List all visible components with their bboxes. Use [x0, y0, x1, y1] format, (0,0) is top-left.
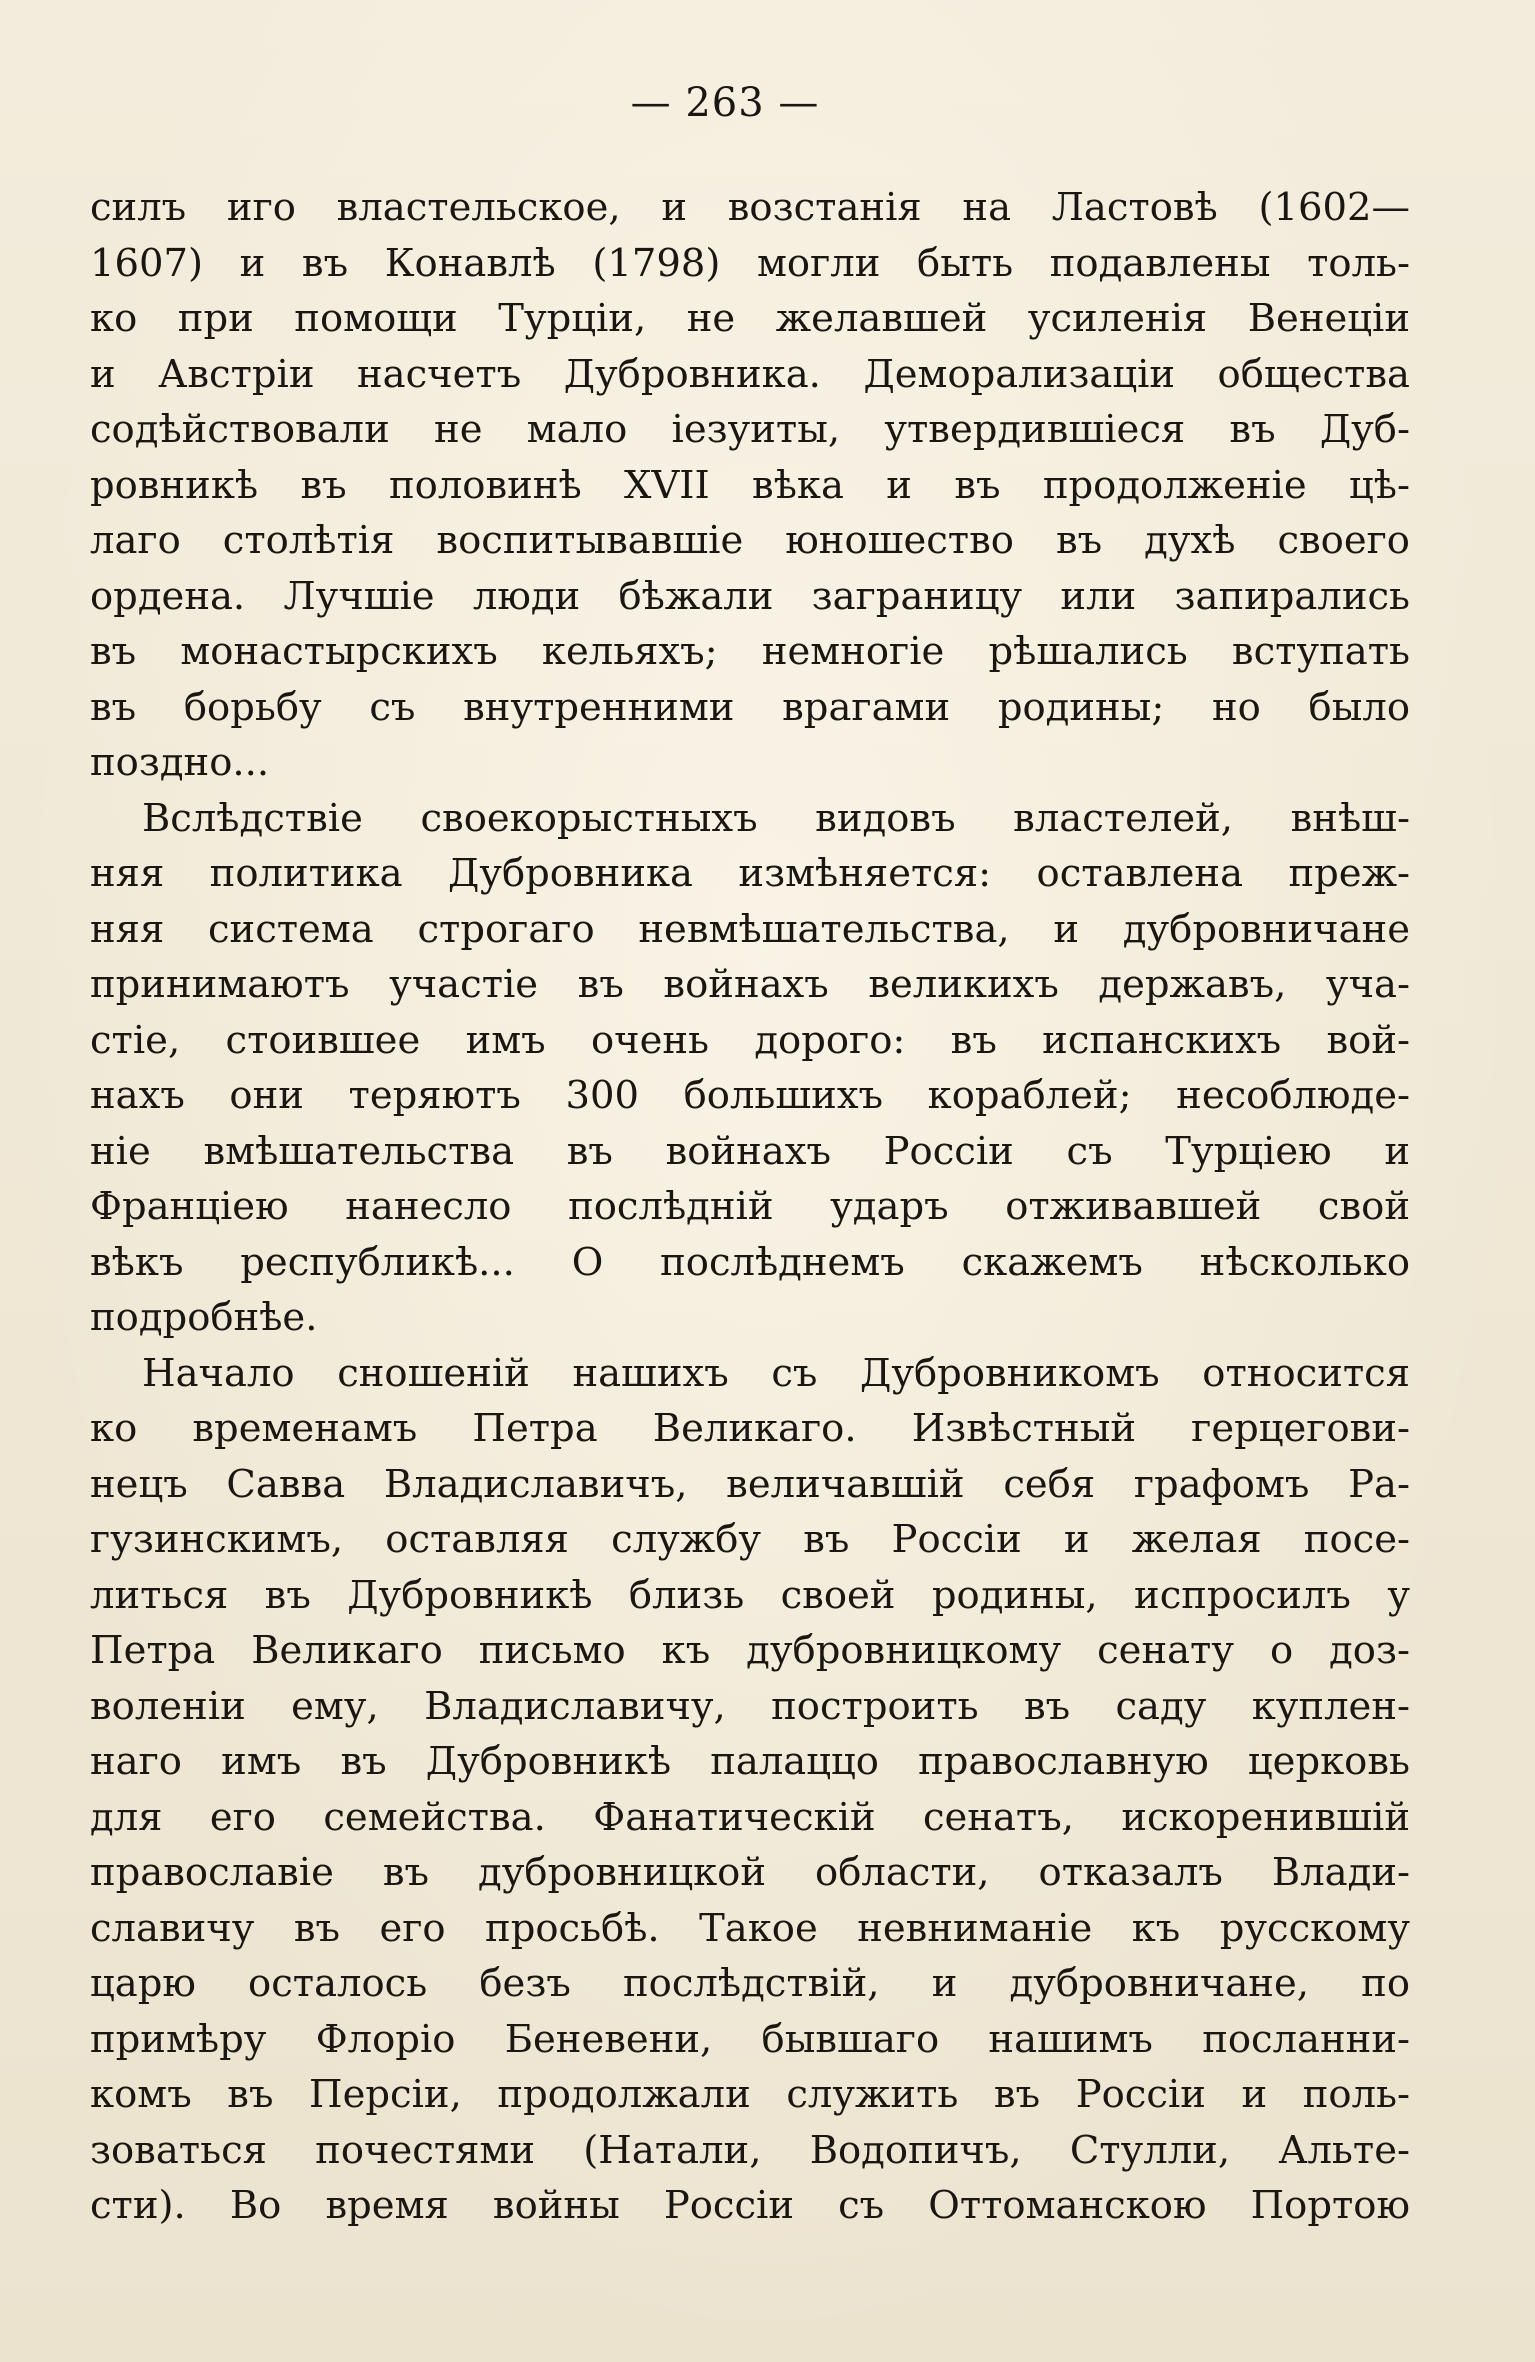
paragraph-1 [90, 180, 1410, 791]
text-line: ордена. Лучшіе люди бѣжали заграницу или запирались [90, 573, 1410, 619]
text-line: лаго столѣтія воспитывавшіе юношество въ духѣ своего [90, 518, 1410, 563]
text-line: для его семейства. Фанатическій сенатъ, искоренившій [90, 1794, 1410, 1840]
text-line: славичу въ его просьбѣ. Такое невниманіе къ русскому [90, 1905, 1410, 1951]
text-line: Вслѣдствіе своекорыстныхъ видовъ властелей, внѣш- [142, 795, 1410, 841]
text-line: нецъ Савва Владиславичъ, величавшій себя графомъ Ра- [90, 1461, 1410, 1507]
text-line: ніе вмѣшательства въ войнахъ Россіи съ Турціею и [90, 1128, 1410, 1174]
text-line: въ монастырскихъ кельяхъ; немногіе рѣшались вступать [90, 629, 1410, 674]
text-line: силъ иго властельское, и возстанія на Ластовѣ (1602— [90, 185, 1410, 230]
text-line: зоваться почестями (Натали, Водопичъ, Стулли, Альте- [90, 2127, 1410, 2173]
text-line: примѣру Флоріо Беневени, бывшаго нашимъ посланни- [90, 2016, 1410, 2062]
text-line: 1607) и въ Конавлѣ (1798) могли быть подавлены толь- [90, 240, 1410, 286]
text-line: гузинскимъ, оставляя службу въ Россіи и желая посе- [90, 1517, 1410, 1562]
text-line: православіе въ дубровницкой области, отказалъ Влади- [90, 1850, 1410, 1895]
text-line: стіе, стоившее имъ очень дорого: въ испанскихъ вой- [90, 1017, 1410, 1063]
text-line: нахъ они теряютъ 300 большихъ кораблей; несоблюде- [90, 1073, 1410, 1118]
text-line: подробнѣе. [90, 1295, 318, 1340]
text-line: ко при помощи Турціи, не желавшей усиленія Венеціи [90, 296, 1410, 341]
page-number: — 263 — [630, 80, 820, 126]
text-line: сти). Во время войны Россіи съ Оттоманскою Портою [90, 2183, 1410, 2228]
text-line: вѣкъ республикѣ... О послѣднемъ скажемъ нѣсколько [90, 1239, 1410, 1285]
paragraph-3 [90, 1346, 1410, 2234]
text-line: Франціею нанесло послѣдній ударъ отживавшей свой [90, 1184, 1410, 1229]
text-line: ко временамъ Петра Великаго. Извѣстный герцегови- [90, 1406, 1410, 1451]
text-line: содѣйствовали не мало іезуиты, утвердившіеся въ Дуб- [90, 407, 1410, 452]
text-line: Начало сношеній нашихъ съ Дубровникомъ относится [142, 1350, 1410, 1396]
text-line: няя политика Дубровника измѣняется: оставлена преж- [90, 851, 1410, 896]
text-line: воленіи ему, Владиславичу, построить въ саду куплен- [90, 1683, 1410, 1729]
text-line: литься въ Дубровникѣ близь своей родины, испросилъ у [90, 1572, 1410, 1618]
text-line: царю осталось безъ послѣдствій, и дубровничане, по [90, 1961, 1410, 2006]
body-text [90, 180, 1410, 2234]
paragraph-2 [90, 791, 1410, 1346]
text-line: Петра Великаго письмо къ дубровницкому сенату о доз- [90, 1628, 1410, 1673]
text-line: въ борьбу съ внутренними врагами родины; но было [90, 684, 1410, 730]
text-line: наго имъ въ Дубровникѣ палаццо православную церковь [90, 1739, 1410, 1784]
text-line: комъ въ Персіи, продолжали служить въ Россіи и поль- [90, 2072, 1410, 2117]
text-line: принимаютъ участіе въ войнахъ великихъ державъ, уча- [90, 962, 1410, 1007]
text-line: поздно... [90, 740, 270, 785]
text-line: ровникѣ въ половинѣ XVII вѣка и въ продолженіе цѣ- [90, 462, 1410, 508]
text-line: няя система строгаго невмѣшательства, и дубровничане [90, 906, 1410, 952]
text-line: и Австріи насчетъ Дубровника. Деморализаціи общества [90, 351, 1410, 397]
